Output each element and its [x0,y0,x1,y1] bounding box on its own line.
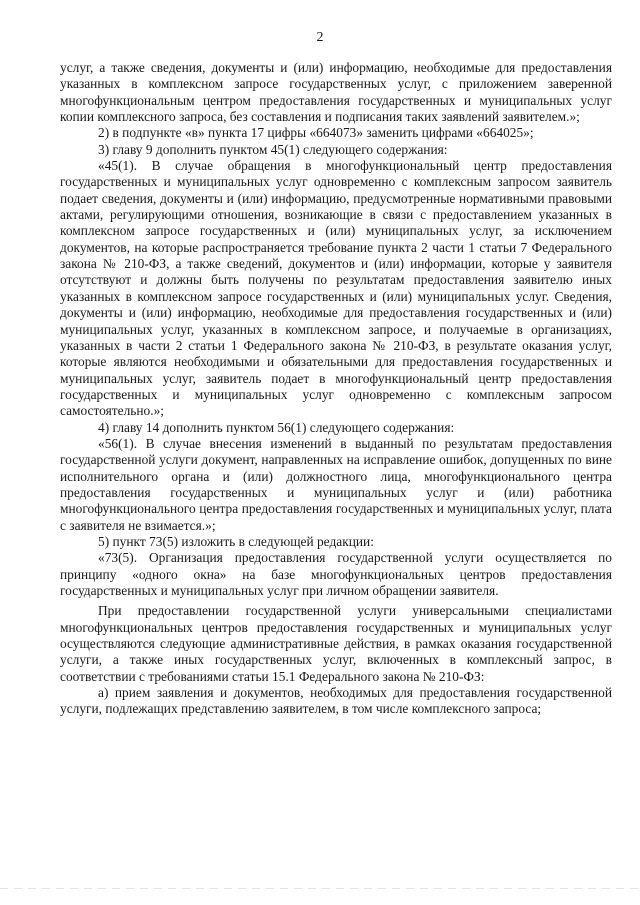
paragraph-clause-56-1: «56(1). В случае внесения изменений в выданный по результатам предоставления государственной услуги документ, направленных на исправление ошибок, допущенных по вине исполнительного органа и (или) должностного лица, многофункционального центра предоставления государственных и муниципальных услуг и (или) работника многофункционального центра предоставления государственных и муниципальных услуг, плата с заявителя не взимается.»; [60,435,612,533]
scan-artifact-rule [0,888,640,889]
paragraph-mfc-actions: При предоставлении государственной услуги универсальными специалистами многофункциональных центров предоставления государственных и муниципальных услуг осуществляются следующие административные действия, в рамках оказания государственной услуги, а также иных государственных услуг, включенных в комплексный запрос, в соответствии с требованиями статьи 15.1 Федерального закона № 210-ФЗ: [60,603,612,684]
paragraph-subitem-a: а) прием заявления и документов, необходимых для предоставления государственной услуги, подлежащих представлению заявителем, в том числе комплексного запроса; [60,685,612,717]
paragraph-continuation: услуг, а также сведения, документы и (или) информацию, необходимые для предоставления указанных в комплексном запросе государственных услуг, с приложением заверенной многофункциональным центром предоставления государственных и муниципальных услуг копии комплексного запроса, без составления и подписания таких заявлений заявителем.»; [60,60,612,125]
paragraph-clause-73-5: «73(5). Организация предоставления государственной услуги осуществляется по принципу «одного окна» на базе многофункциональных центров предоставления государственных и муниципальных услуг при личном обращении заявителя. [60,550,612,598]
paragraph-item-3: 3) главу 9 дополнить пунктом 45(1) следующего содержания: [98,141,448,157]
paragraph-item-2: 2) в подпункте «в» пункта 17 цифры «664073» заменить цифрами «664025»; [98,125,534,141]
document-body [60,60,612,718]
paragraph-clause-45-1: «45(1). В случае обращения в многофункциональный центр предоставления государственных и муниципальных услуг одновременно с комплексным запросом заявитель подает сведения, документы и (или) информацию, предусмотренные нормативными правовыми актами, регулирующими отношения, возникающие в связи с предоставлением указанных в комплексном запросе государственных и (или) муниципальных услуг, за исключением документов, на которые распространяется требование пункта 2 части 1 статьи 7 Федерального закона № 210-ФЗ, а также сведений, документов и (или) информации, которые у заявителя отсутствуют и должны быть получены по результатам предоставления заявителю иных указанных в комплексном запросе государственных и (или) муниципальных услуг. Сведения, документы и (или) информацию, необходимые для предоставления государственных и (или) муниципальных услуг, указанных в комплексном запросе, и получаемые в организациях, указанных в части 2 статьи 1 Федерального закона № 210-ФЗ, в результате оказания услуг, которые являются необходимыми и обязательными для предоставления государственных и муниципальных услуг, заявитель подает в многофункциональный центр предоставления государственных и муниципальных услуг одновременно с комплексным запросом самостоятельно.»; [60,158,612,419]
page-number: 2 [316,30,324,45]
paragraph-item-5: 5) пункт 73(5) изложить в следующей редакции: [98,533,374,549]
paragraph-item-4: 4) главу 14 дополнить пунктом 56(1) следующего содержания: [98,419,455,435]
